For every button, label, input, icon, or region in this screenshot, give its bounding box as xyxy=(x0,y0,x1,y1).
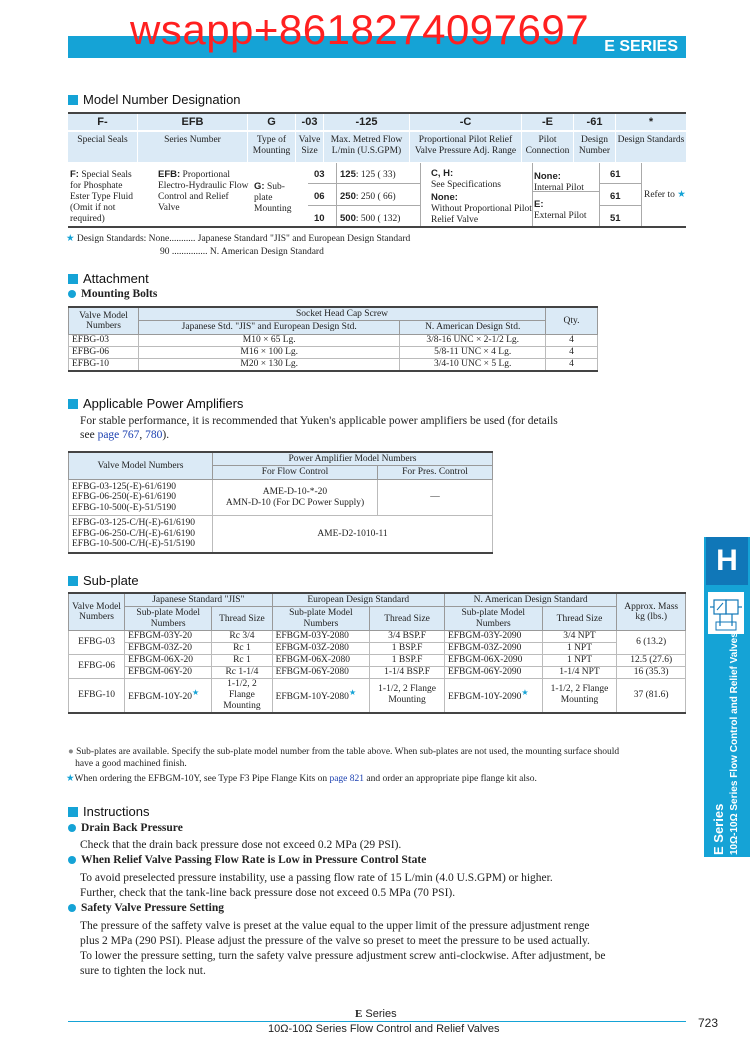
instruction-heading-2: When Relief Valve Passing Flow Rate is Low in Pressure Control State xyxy=(68,854,426,866)
instruction-heading-3: Safety Valve Pressure Setting xyxy=(68,902,224,914)
th-mass: Approx. Mass kg (lbs.) xyxy=(617,593,686,631)
label-special-seals: Special Seals xyxy=(68,132,138,162)
code-design: -61 xyxy=(574,114,616,130)
pilot-desc-2: E: External Pilot xyxy=(534,199,587,221)
th-na: N. American Design Standard xyxy=(444,593,616,607)
size-03: 03 xyxy=(314,169,325,180)
instruction-text-1: Check that the drain back pressure dose not exceed 0.2 MPa (29 PSI). xyxy=(80,839,402,851)
subplate-note-2: ★When ordering the EFBGM-10Y, see Type F3 Pipe Flange Kits on page 821 and order an appropriate pipe flange kit also. xyxy=(66,774,537,784)
section-square-icon xyxy=(68,807,78,817)
table-row: EFBG-03-125-C/H(-E)-61/6190 EFBG-06-250-C/H(-E)-61/6190 EFBG-10-500-C/H(-E)-51/5190 AME-D2-1010-11 xyxy=(69,516,493,553)
label-mounting: Type of Mounting xyxy=(248,132,296,162)
table-row: EFBGM-03Z-20 Rc 1 EFBGM-03Z-2080 1 BSP.F EFBGM-03Z-2090 1 NPT xyxy=(69,643,686,655)
section-model-designation: Model Number Designation xyxy=(68,92,241,107)
instruction-text-2a: To avoid preselected pressure instability, use a passing flow rate of 15 L/min (4.0 U.S.GPM) or higher. xyxy=(80,872,553,884)
design-std-note-1: ★ Design Standards: None........... Japanese Standard "JIS" and European Design Standard xyxy=(66,234,411,244)
th-amp-group: Power Amplifier Model Numbers xyxy=(213,452,493,466)
page-number: 723 xyxy=(698,1016,719,1030)
th-valve-model: Valve Model Numbers xyxy=(69,593,125,631)
section-subplate: Sub-plate xyxy=(68,573,139,588)
th-na-thread: Thread Size xyxy=(542,607,617,631)
footer-title: 10Ω-10Ω Series Flow Control and Relief Valves xyxy=(268,1023,500,1035)
valve-symbol-icon xyxy=(708,592,744,634)
th-qty: Qty. xyxy=(546,307,598,334)
th-flow-control: For Flow Control xyxy=(213,466,378,479)
code-series: EFB xyxy=(138,114,248,130)
instruction-text-2b: Further, check that the tank-line back pressure dose not exceed 0.5 MPa (70 PSI). xyxy=(80,887,456,899)
model-designation-body xyxy=(68,163,686,228)
subplate-table xyxy=(68,592,686,714)
table-row: EFBG-10 M20 × 130 Lg. 3/4-10 UNC × 5 Lg. 4 xyxy=(69,358,598,370)
table-row: EFBGM-06Y-20 Rc 1-1/4 EFBGM-06Y-2080 1-1/4 BSP.F EFBGM-06Y-2090 1-1/4 NPT 16 (35.3) xyxy=(69,667,686,679)
label-design: Design Number xyxy=(574,132,616,162)
table-row: EFBG-06 M16 × 100 Lg. 5/8-11 UNC × 4 Lg. 4 xyxy=(69,346,598,358)
label-pressure: Proportional Pilot Relief Valve Pressure Adj. Range xyxy=(410,132,522,162)
code-pilot: -E xyxy=(522,114,574,130)
pressure-desc-1: C, H: See Specifications xyxy=(431,168,501,190)
table-row: EFBG-03-125(-E)-61/6190 EFBG-06-250(-E)-61/6190 EFBG-10-500(-E)-51/5190 AME-D-10-*-20 AMN-D-10 (For DC Power Supply) — xyxy=(69,479,493,516)
section-square-icon xyxy=(68,95,78,105)
size-10: 10 xyxy=(314,213,325,224)
th-socket: Socket Head Cap Screw xyxy=(139,307,546,321)
model-label-strip xyxy=(68,132,686,162)
watermark-text: wsapp+8618274097697 xyxy=(130,6,590,53)
code-mounting: G xyxy=(248,114,296,130)
side-tab-caption: E Series 10Ω-10Ω Series Flow Control and Relief Valves xyxy=(711,632,740,855)
code-special-seals: F- xyxy=(68,114,138,130)
th-eu-sub: Sub-plate Model Numbers xyxy=(272,607,370,631)
star-icon: ★ xyxy=(677,190,686,200)
mounting-bolts-table xyxy=(68,306,598,372)
model-code-strip xyxy=(68,112,686,130)
code-pressure: -C xyxy=(410,114,522,130)
flow-125: 125: 125 ( 33) xyxy=(340,169,396,180)
pressure-desc-2: None: Without Proportional Pilot Relief Valve xyxy=(431,192,532,225)
instruction-text-3b: plus 2 MPa (290 PSI). Please adjust the pressure of the valve so preset to meet the pressure to be used actually. xyxy=(80,935,590,947)
th-jis-sub: Sub-plate Model Numbers xyxy=(125,607,212,631)
series-desc: EFB: Proportional Electro-Hydraulic Flow Control and Relief Valve xyxy=(158,169,249,213)
instruction-text-3c: To lower the pressure setting, turn the safety valve pressure adjustment screw anti-clockwise. After adjustment, be xyxy=(80,950,606,962)
table-row: EFBG-10 EFBGM-10Y-20★ 1-1/2, 2 Flange Mounting EFBGM-10Y-2080★ 1-1/2, 2 Flange Mounting EFBGM-10Y-2090★ 1-1/2, 2 Flange Mounting 37 (81.6) xyxy=(69,679,686,713)
instruction-text-3d: sure to tighten the lock nut. xyxy=(80,965,206,977)
subsection-mounting-bolts: Mounting Bolts xyxy=(68,288,157,300)
design-std-note-2: 90 ............... N. American Design Standard xyxy=(160,247,324,257)
th-jis: Japanese Standard "JIS" xyxy=(125,593,272,607)
section-square-icon xyxy=(68,399,78,409)
section-amplifiers: Applicable Power Amplifiers xyxy=(68,396,243,411)
design-std-ref: Refer to ★ xyxy=(644,190,686,200)
th-na: N. American Design Std. xyxy=(400,321,546,334)
instruction-heading-1: Drain Back Pressure xyxy=(68,822,183,834)
th-jis: Japanese Std. "JIS" and European Design Std. xyxy=(139,321,400,334)
mounting-desc: G: Sub-plate Mounting xyxy=(254,181,292,214)
subplate-note-1: ● Sub-plates are available. Specify the sub-plate model number from the table above. When sub-plates are not used, the mounting surface should have a good machined finish. xyxy=(68,747,620,769)
section-attachment: Attachment xyxy=(68,271,149,286)
label-flow: Max. Metred Flow L/min (U.S.GPM) xyxy=(324,132,410,162)
link-page-780[interactable]: 780 xyxy=(145,429,163,441)
series-header: E SERIES xyxy=(604,38,678,55)
amplifiers-paragraph: For stable performance, it is recommended that Yuken's applicable power amplifiers be used (for details see page 767, 780). xyxy=(80,415,558,441)
side-tab-letter: H xyxy=(706,537,748,585)
label-pilot: Pilot Connection xyxy=(522,132,574,162)
link-page-767[interactable]: page 767 xyxy=(97,429,140,441)
footer-rule xyxy=(68,1021,686,1022)
size-06: 06 xyxy=(314,191,325,202)
design-61-a: 61 xyxy=(610,169,621,180)
code-flow: -125 xyxy=(324,114,410,130)
th-pres-control: For Pres. Control xyxy=(378,466,493,479)
flow-500: 500: 500 ( 132) xyxy=(340,213,401,224)
table-row: EFBG-03 EFBGM-03Y-20 Rc 3/4 EFBGM-03Y-2080 3/4 BSP.F EFBGM-03Y-2090 3/4 NPT 6 (13.2) xyxy=(69,631,686,643)
label-series: Series Number xyxy=(138,132,248,162)
section-instructions: Instructions xyxy=(68,804,149,819)
label-size: Valve Size xyxy=(296,132,324,162)
label-design-std: Design Standards xyxy=(616,132,686,162)
th-na-sub: Sub-plate Model Numbers xyxy=(444,607,542,631)
special-seals-desc: F: Special Seals for Phosphate Ester Type Fluid (Omit if not required) xyxy=(70,169,134,224)
pilot-desc-1: None: Internal Pilot xyxy=(534,171,584,193)
code-design-std: * xyxy=(648,116,654,128)
design-61-b: 61 xyxy=(610,191,621,202)
bullet-dot-icon xyxy=(68,290,76,298)
th-jis-thread: Thread Size xyxy=(212,607,272,631)
section-square-icon xyxy=(68,576,78,586)
instruction-text-3a: The pressure of the saffety valve is preset at the value equal to the upper limit of the pressure adjustment renge xyxy=(80,920,590,932)
th-eu: European Design Standard xyxy=(272,593,444,607)
flow-250: 250: 250 ( 66) xyxy=(340,191,396,202)
section-square-icon xyxy=(68,274,78,284)
code-size: -03 xyxy=(296,114,324,130)
th-model: Valve Model Numbers xyxy=(69,307,139,334)
th-valve-model: Valve Model Numbers xyxy=(69,452,213,479)
design-51: 51 xyxy=(610,213,621,224)
link-page-821[interactable]: page 821 xyxy=(329,774,365,784)
th-eu-thread: Thread Size xyxy=(370,607,445,631)
table-row: EFBG-06 EFBGM-06X-20 Rc 1 EFBGM-06X-2080 1 BSP.F EFBGM-06X-2090 1 NPT 12.5 (27.6) xyxy=(69,655,686,667)
table-row: EFBG-03 M10 × 65 Lg. 3/8-16 UNC × 2-1/2 Lg. 4 xyxy=(69,334,598,346)
footer-series: E Series xyxy=(355,1008,397,1020)
amplifier-table xyxy=(68,451,493,554)
